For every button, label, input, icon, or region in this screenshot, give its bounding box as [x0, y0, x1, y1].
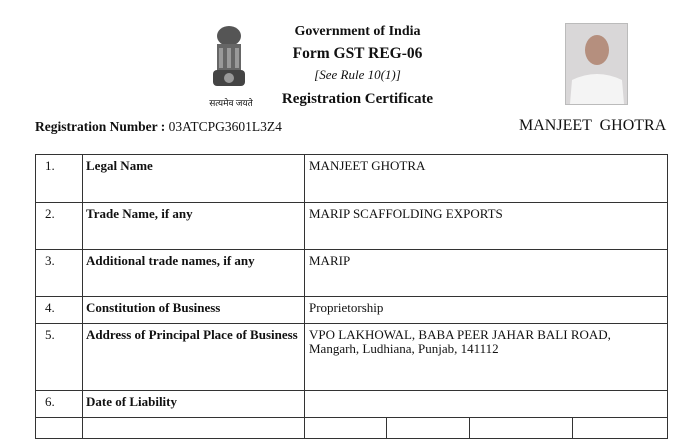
row-value: MARIP SCAFFOLDING EXPORTS [305, 203, 668, 250]
row-label: Legal Name [83, 155, 305, 203]
row-label [83, 418, 305, 439]
registration-number [35, 119, 282, 135]
rule-reference: [See Rule 10(1)] [314, 67, 401, 82]
national-emblem-icon [203, 24, 255, 94]
row-number: 5. [36, 324, 83, 391]
table-row [36, 418, 668, 439]
table-row [36, 297, 668, 324]
row-value: MANJEET GHOTRA [305, 155, 668, 203]
row-label: Constitution of Business [83, 297, 305, 324]
row-value: Proprietorship [305, 297, 668, 324]
table-row [36, 391, 668, 418]
row-number: 6. [36, 391, 83, 418]
row-value [305, 418, 668, 439]
row-label: Date of Liability [83, 391, 305, 418]
table-row [36, 324, 668, 391]
row-number: 3. [36, 250, 83, 297]
row-value: MARIP [305, 250, 668, 297]
registration-details-table [35, 154, 668, 439]
row-number [36, 418, 83, 439]
row-number: 1. [36, 155, 83, 203]
owner-photo [565, 23, 628, 105]
row-label: Additional trade names, if any [83, 250, 305, 297]
registration-number-label: Registration Number : [35, 119, 166, 134]
form-title: Form GST REG-06 [292, 45, 423, 62]
table-row [36, 155, 668, 203]
certificate-title: Registration Certificate [281, 91, 434, 107]
registration-number-value: 03ATCPG3601L3Z4 [168, 119, 282, 134]
row-label: Trade Name, if any [83, 203, 305, 250]
owner-name: MANJEET GHOTRA [519, 117, 667, 134]
row-value [305, 391, 668, 418]
row-number: 2. [36, 203, 83, 250]
row-number: 4. [36, 297, 83, 324]
issuer-heading: Government of India [294, 24, 421, 39]
address-line-2: Mangarh, Ludhiana, Punjab, 141112 [309, 341, 499, 356]
row-label: Address of Principal Place of Business [83, 324, 305, 391]
table-row [36, 250, 668, 297]
emblem-motto: सत्यमेव जयते [209, 98, 253, 108]
row-value [305, 324, 668, 391]
address-line-1: VPO LAKHOWAL, BABA PEER JAHAR BALI ROAD, [309, 327, 611, 342]
table-row [36, 203, 668, 250]
